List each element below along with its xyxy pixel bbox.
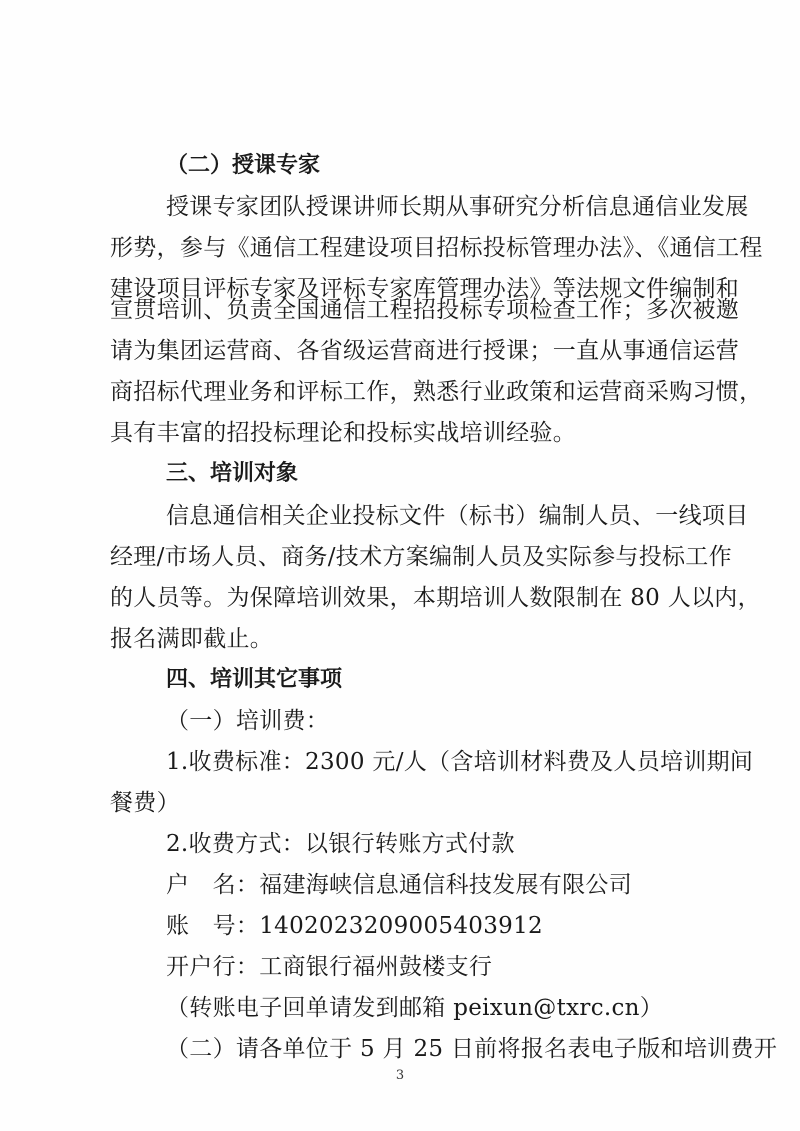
paragraph-line: 信息通信相关企业投标文件（标书）编制人员、一线项目	[166, 503, 749, 529]
fee-standard-line: 1.收费标准：2300 元/人（含培训材料费及人员培训期间	[166, 749, 754, 775]
paragraph-line: 经理/市场人员、商务/技术方案编制人员及实际参与投标工作	[110, 544, 732, 570]
section-heading-instructors: （二）授课专家	[166, 153, 321, 178]
paragraph-line: 授课专家团队授课讲师长期从事研究分析信息通信业发展	[166, 194, 749, 220]
paragraph-line: 具有丰富的招投标理论和投标实战培训经验。	[110, 420, 576, 446]
bank-line: 开户行：工商银行福州鼓楼支行	[166, 954, 493, 980]
paragraph-line: 形势，参与《通信工程建设项目招标投标管理办法》、《通信工程	[110, 235, 763, 261]
account-number-line: 账 号：1402023209005403912	[166, 913, 543, 939]
paragraph-line: 报名满即截止。	[110, 626, 274, 652]
section-heading-trainees: 三、培训对象	[166, 461, 299, 486]
page-number: 3	[395, 1068, 405, 1083]
paragraph-line: 宣贯培训、负责全国通信工程招投标专项检查工作；多次被邀	[110, 297, 740, 323]
email-note-line: （转账电子回单请发到邮箱 peixun@txrc.cn）	[166, 995, 664, 1021]
paragraph-line: 的人员等。为保障培训效果，本期培训人数限制在 80 人以内，	[110, 585, 761, 611]
payment-method-line: 2.收费方式：以银行转账方式付款	[166, 831, 515, 857]
paragraph-line: 商招标代理业务和评标工作，熟悉行业政策和运营商采购习惯，	[110, 379, 763, 405]
fee-standard-line: 餐费）	[110, 790, 180, 816]
paragraph-line: 请为集团运营商、各省级运营商进行授课；一直从事通信运营	[110, 338, 740, 364]
subheading-training-fee: （一）培训费：	[166, 708, 330, 734]
account-name-line: 户 名：福建海峡信息通信科技发展有限公司	[166, 872, 632, 898]
paragraph-line: 建设项目评标专家及评标专家库管理办法》等法规文件编制和	[110, 276, 740, 302]
section-heading-other-matters: 四、培训其它事项	[166, 667, 343, 692]
registration-deadline-line: （二）请各单位于 5 月 25 日前将报名表电子版和培训费开	[166, 1036, 778, 1062]
